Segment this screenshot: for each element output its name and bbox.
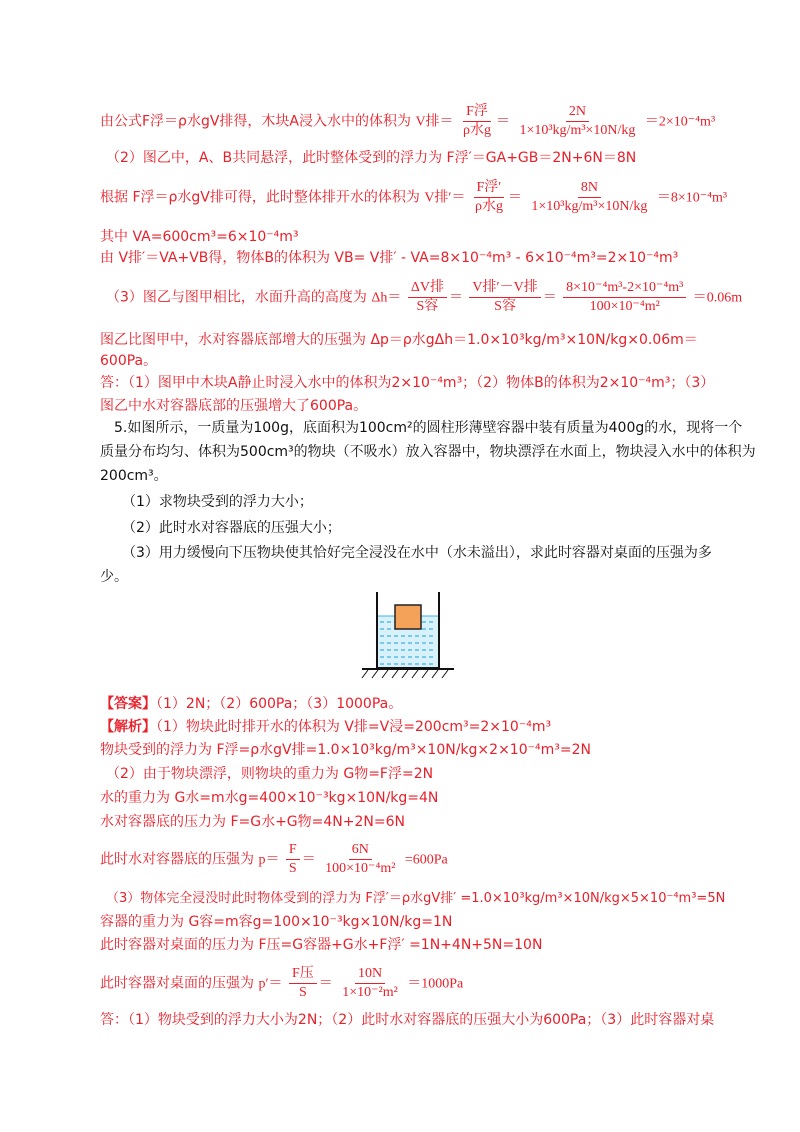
analysis-text: （1）物块此时排开水的体积为 V排=V浸=200cm³=2×10⁻⁴m³ xyxy=(156,719,552,735)
formula-result: ＝2×10⁻⁴m³ xyxy=(644,114,716,130)
analysis-line-10: 此时容器对桌面的压力为 F压=G容器+G水+F浮′ =1N+4N+5N=10N xyxy=(100,937,543,953)
line-text: 由公式 xyxy=(100,113,142,130)
question-line-1: 5.如图所示，一质量为100g，底面积为100cm²的圆柱形薄壁容器中装有质量为400g的水，现将一个 xyxy=(114,420,743,436)
formula-lhs: p′＝ xyxy=(258,976,283,992)
formula-pressure-table: 此时容器对桌面的压强为 p′＝ $\frac{\text{F压}}{S}$ ＝ $\frac{10N}{\text{1×10⁻²m²}}$ ＝1000Pa xyxy=(100,966,464,1000)
denominator: 100×10⁻⁴m² xyxy=(325,861,396,876)
answer-summary xyxy=(100,694,402,714)
denominator: S xyxy=(298,985,307,1000)
fraction xyxy=(289,966,317,1001)
numerator: F压 xyxy=(289,966,317,984)
answer-line-10: 图乙中水对容器底部的压强增大了600Pa。 xyxy=(100,398,368,414)
question-part-3: （3）用力缓慢向下压物块使其恰好完全浸没在水中（水未溢出），求此时容器对桌面的压强为多 xyxy=(122,545,712,561)
analysis-line-9: 容器的重力为 G容=m容g=100×10⁻³kg×10N/kg=1N xyxy=(100,914,453,930)
fraction xyxy=(408,280,447,315)
formula-line-3: 根据 F浮＝ρ水gV排可得，此时整体排开水的体积为 V排′＝ $\frac{\text{F浮′}}{\text{ρ水g}}$ ＝ $\frac{8N}{\text{1×10³kg/m³×10N/kg}}$ ＝8×10⁻⁴m³ xyxy=(100,180,728,214)
fraction xyxy=(286,842,300,877)
formula-line-6: （3）图乙与图甲相比，水面升高的高度为 Δh＝ $\frac{\text{ΔV排}}{\text{S容}}$ ＝ $\frac{\text{V排′－V排}}{\text{S容}}$ ＝ $\frac{\text{8×10⁻⁴m³-2×10⁻⁴m³}}{\text{100×10⁻⁴m²}}$ ＝0.06m xyxy=(106,280,743,314)
solution-line-8: 600Pa。 xyxy=(100,353,158,369)
denominator: 100×10⁻⁴m² xyxy=(589,299,660,314)
line-text: 此时容器对桌面的压强为 xyxy=(100,975,254,992)
formula-lhs: Δh＝ xyxy=(371,290,402,306)
line-text: 根据 F浮＝ρ水gV排可得，此时整体排开水的体积为 xyxy=(100,189,420,206)
formula-result: ＝1000Pa xyxy=(407,976,464,992)
question-line-3: 200cm³。 xyxy=(100,468,168,484)
numerator: ΔV排 xyxy=(408,280,447,298)
question-line-7: 少。 xyxy=(100,569,128,585)
question-part-1: （1）求物块受到的浮力大小； xyxy=(122,494,313,510)
formula-result: ＝0.06m xyxy=(692,290,743,306)
solution-line-4: 其中 VA=600cm³=6×10⁻⁴m³ xyxy=(100,229,299,245)
fraction xyxy=(528,180,650,215)
question-line-2: 质量分布均匀、体积为500cm³的物块（不吸水）放入容器中，物块漂浮在水面上，物块浸入水中的体积为 xyxy=(100,444,756,460)
analysis-tag: 【解析】 xyxy=(100,719,156,735)
fraction xyxy=(472,180,506,215)
denominator: ρ水g xyxy=(463,123,492,138)
denominator: 1×10³kg/m³×10N/kg xyxy=(531,199,648,214)
numerator: F浮 xyxy=(463,104,491,122)
fraction xyxy=(516,104,638,139)
numerator: 10N xyxy=(355,966,385,984)
numerator: V排′－V排 xyxy=(469,280,540,298)
numerator: 8×10⁻⁴m³-2×10⁻⁴m³ xyxy=(563,280,686,298)
fraction xyxy=(469,280,540,315)
line-text: 此时水对容器底的压强为 xyxy=(100,851,254,868)
fraction xyxy=(563,280,686,315)
denominator: 1×10⁻²m² xyxy=(342,985,398,1000)
denominator: S xyxy=(288,861,297,876)
numerator: 6N xyxy=(349,842,372,860)
formula-line-1: 由公式F浮＝ρ水gV排得，木块A浸入水中的体积为 V排＝ $\frac{\text{F浮}}{\text{ρ水g}}$ ＝ $\frac{2N}{\text{1×10³kg/m³×10N/kg}}$ ＝2×10⁻⁴m³ xyxy=(100,104,716,138)
answer-line-9: 答：（1）图甲中木块A静止时浸入水中的体积为2×10⁻⁴m³；（2）物体B的体积为2×10⁻⁴m³；（3） xyxy=(100,375,715,391)
final-answer-line: 答：（1）物块受到的浮力大小为2N；（2）此时水对容器底的压强大小为600Pa；（3）此时容器对桌 xyxy=(100,1012,715,1028)
formula-lhs: V排′＝ xyxy=(424,190,466,206)
solution-line-2: （2）图乙中，A、B共同悬浮，此时整体受到的浮力为 F浮′＝GA+GB＝2N+6N＝8N xyxy=(106,150,637,166)
analysis-line-4: 水的重力为 G水=m水g=400×10⁻³kg×10N/kg=4N xyxy=(100,790,439,806)
solution-line-7: 图乙比图甲中，水对容器底部增大的压强为 Δp＝ρ水gΔh＝1.0×10³kg/m³×10N/kg×0.06m＝ xyxy=(100,332,698,348)
answer-text: （1）2N；（2）600Pa；（3）1000Pa。 xyxy=(156,696,403,712)
container-figure xyxy=(358,588,458,680)
analysis-line-8: （3）物体完全浸没时此时物体受到的浮力为 F浮′＝ρ水gV排′ =1.0×10³kg/m³×10N/kg×5×10⁻⁴m³=5N xyxy=(106,891,726,906)
numerator: F浮′ xyxy=(474,180,505,198)
denominator: 1×10³kg/m³×10N/kg xyxy=(519,123,636,138)
line-text: F浮＝ρ水gV排得，木块A浸入水中的体积为 xyxy=(142,113,411,130)
denominator: ρ水g xyxy=(474,199,503,214)
formula-lhs: p＝ xyxy=(258,852,280,868)
analysis-line-3: （2）由于物块漂浮，则物块的重力为 G物=F浮=2N xyxy=(106,766,434,782)
formula-result: =600Pa xyxy=(404,852,448,868)
table-hatching xyxy=(362,670,448,678)
fraction xyxy=(460,104,494,139)
formula-pressure-water: 此时水对容器底的压强为 p＝ $\frac{F}{S}$ ＝ $\frac{6N}{\text{100×10⁻⁴m²}}$ =600Pa xyxy=(100,842,448,876)
question-part-2: （2）此时水对容器底的压强大小； xyxy=(122,520,341,536)
fraction xyxy=(322,842,398,877)
numerator: 2N xyxy=(566,104,589,122)
fraction xyxy=(339,966,401,1001)
analysis-line-5: 水对容器底的压力为 F=G水+G物=4N+2N=6N xyxy=(100,814,405,830)
formula-lhs: V排＝ xyxy=(415,114,454,130)
denominator: S容 xyxy=(494,299,516,314)
analysis-line-2: 物块受到的浮力为 F浮=ρ水gV排=1.0×10³kg/m³×10N/kg×2×10⁻⁴m³=2N xyxy=(100,742,591,758)
solution-line-5: 由 V排′＝VA+VB得，物体B的体积为 VB= V排′ - VA=8×10⁻⁴m³ - 6×10⁻⁴m³=2×10⁻⁴m³ xyxy=(100,250,679,266)
floating-block xyxy=(395,605,421,629)
numerator: F xyxy=(286,842,300,860)
analysis-line-1 xyxy=(100,717,551,737)
formula-result: ＝8×10⁻⁴m³ xyxy=(656,190,728,206)
numerator: 8N xyxy=(578,180,601,198)
answer-tag: 【答案】 xyxy=(100,696,156,712)
denominator: S容 xyxy=(416,299,439,314)
line-text: （3）图乙与图甲相比，水面升高的高度为 xyxy=(106,289,367,306)
